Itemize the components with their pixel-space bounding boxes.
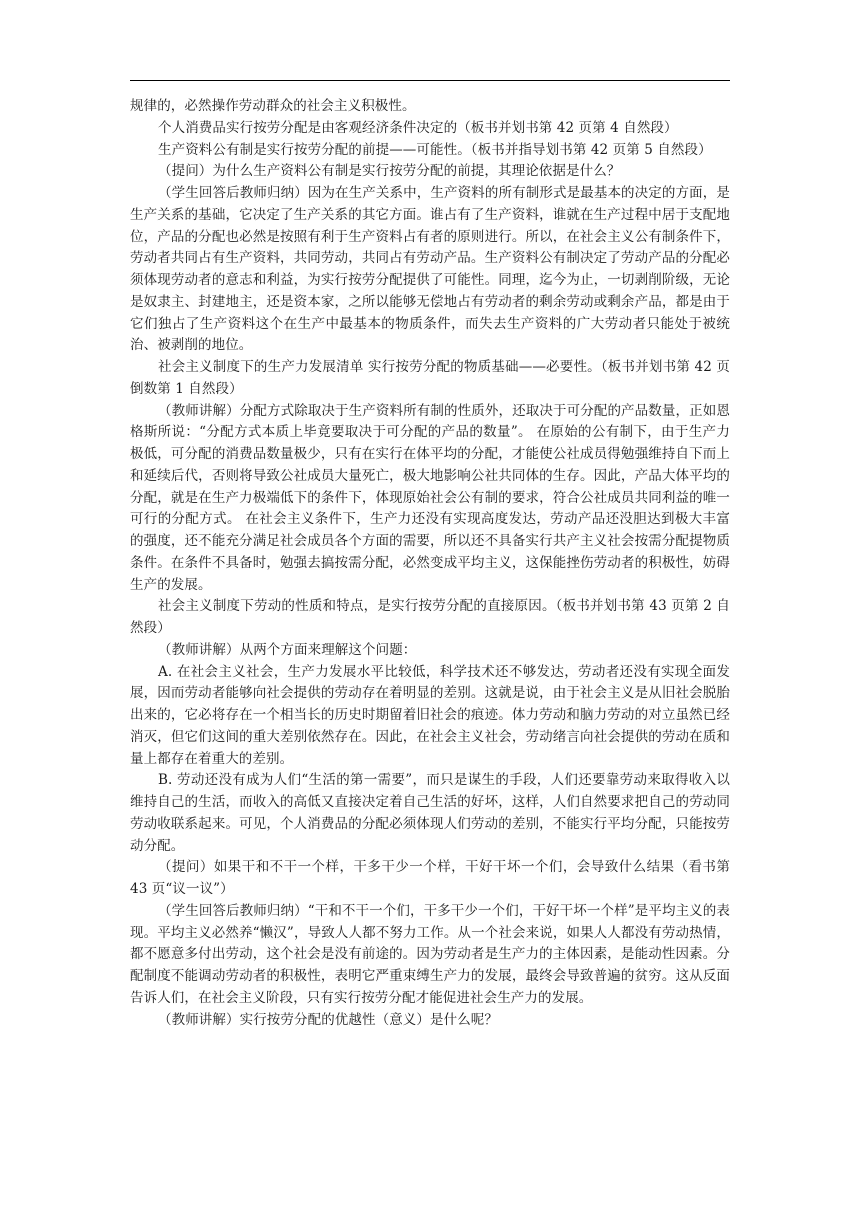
paragraph: A. 在社会主义社会，生产力发展水平比较低，科学技术还不够发达，劳动者还没有实现全面发展，因而劳动者能够向社会提供的劳动存在着明显的差别。这就是说，由于社会主义是从旧社会脱胎出来的，它必将存在一个相当长的历史时期留着旧社会的痕迹。体力劳动和脑力劳动的对立虽然已经消灭，但它们这间的重大差别依然存在。因此，在社会主义社会，劳动绪言向社会提供的劳动在质和量上都存在着重大的差别。 [130, 663, 730, 767]
paragraph: （提问）如果干和不干一个样，干多干少一个样，干好干坏一个们，会导致什么结果（看书第 43 页“议一议”） [130, 859, 730, 897]
paragraph: 生产资料公有制是实行按劳分配的前提——可能性。（板书并指导划书第 42 页第 5 自然段） [158, 141, 712, 158]
paragraph: （学生回答后教师归纳）“干和不干一个们，干多干少一个们，干好干坏一个样”是平均主义的表现。平均主义必然养“懒汉”，导致人人都不努力工作。从一个社会来说，如果人人都没有劳动热情，都不愿意多付出劳动，这个社会是没有前途的。因为劳动者是生产力的主体因素，是能动性因素。分配制度不能调动劳动者的积极性，表明它严重束缚生产力的发展，最终会导致普遍的贫穷。这从反面告诉人们，在社会主义阶段，只有实行按劳分配才能促进社会生产力的发展。 [130, 902, 730, 1006]
paragraph: B. 劳动还没有成为人们“生活的第一需要”，而只是谋生的手段，人们还要靠劳动来取得收入以维持自己的生活，而收入的高低又直接决定着自己生活的好坏，这样，人们自然要求把自己的劳动同劳动收联系起来。可见，个人消费品的分配必须体现人们劳动的差别，不能实行平均分配，只能按劳动分配。 [130, 772, 730, 854]
paragraph: （教师讲解）实行按劳分配的优越性（意义）是什么呢？ [158, 1011, 498, 1028]
paragraph: 规律的，必然操作劳动群众的社会主义积极性。 [130, 98, 416, 114]
paragraph: （提问）为什么生产资料公有制是实行按劳分配的前提，其理论依据是什么？ [158, 163, 621, 180]
header-rule [130, 80, 730, 81]
paragraph: （学生回答后教师归纳）因为在生产关系中，生产资料的所有制形式是最基本的决定的方面，是生产关系的基础，它决定了生产关系的其它方面。谁占有了生产资料，谁就在生产过程中居于支配地位，产品的分配也必然是按照有利于生产资料占有者的原则进行。所以，在社会主义公有制条件下，劳动者共同占有生产资料，共同劳动，共同占有劳动产品。生产资料公有制决定了劳动产品的分配必须体现劳动者的意志和利益，为实行按劳分配提供了可能性。同理，迄今为止，一切剥削阶级，无论是奴隶主、封建地主，还是资本家，之所以能够无偿地占有劳动者的剩余劳动或剩余产品，都是由于它们独占了生产资料这个在生产中最基本的物质条件，而失去生产资料的广大劳动者只能处于被统治、被剥削的地位。 [130, 185, 730, 354]
document-body [130, 96, 730, 1031]
paragraph: 社会主义制度下劳动的性质和特点，是实行按劳分配的直接原因。（板书并划书第 43 页第 2 自然段） [130, 598, 730, 636]
paragraph: （教师讲解）从两个方面来理解这个问题： [158, 641, 417, 658]
paragraph: 个人消费品实行按劳分配是由客观经济条件决定的（板书并划书第 42 页第 4 自然段） [158, 119, 678, 136]
document-page [130, 0, 730, 1216]
paragraph: 社会主义制度下的生产力发展清单 实行按劳分配的物质基础——必要性。（板书并划书第 42 页倒数第 1 自然段） [130, 359, 730, 397]
paragraph: （教师讲解）分配方式除取决于生产资料所有制的性质外，还取决于可分配的产品数量，正如恩格斯所说：“分配方式本质上毕竟要取决于可分配的产品的数量”。 在原始的公有制下，由于生产力极低，可分配的消费品数量极少，只有在实行在体平均的分配，才能使公社成员得勉强维持自下而上和延续后代，否则将导致公社成员大量死亡，极大地影响公社共同体的生存。因此，产品大体平均的分配，就是在生产力极端低下的条件下，体现原始社会公有制的要求，符合公社成员共同利益的唯一可行的分配方式。 在社会主义条件下，生产力还没有实现高度发达，劳动产品还没胆达到极大丰富的强度，还不能充分满足社会成员各个方面的需要，所以还不具备实行共产主义社会按需分配提物质条件。在条件不具备时，勉强去搞按需分配，必然变成平均主义，这保能挫伤劳动者的积极性，妨碍生产的发展。 [130, 402, 730, 593]
